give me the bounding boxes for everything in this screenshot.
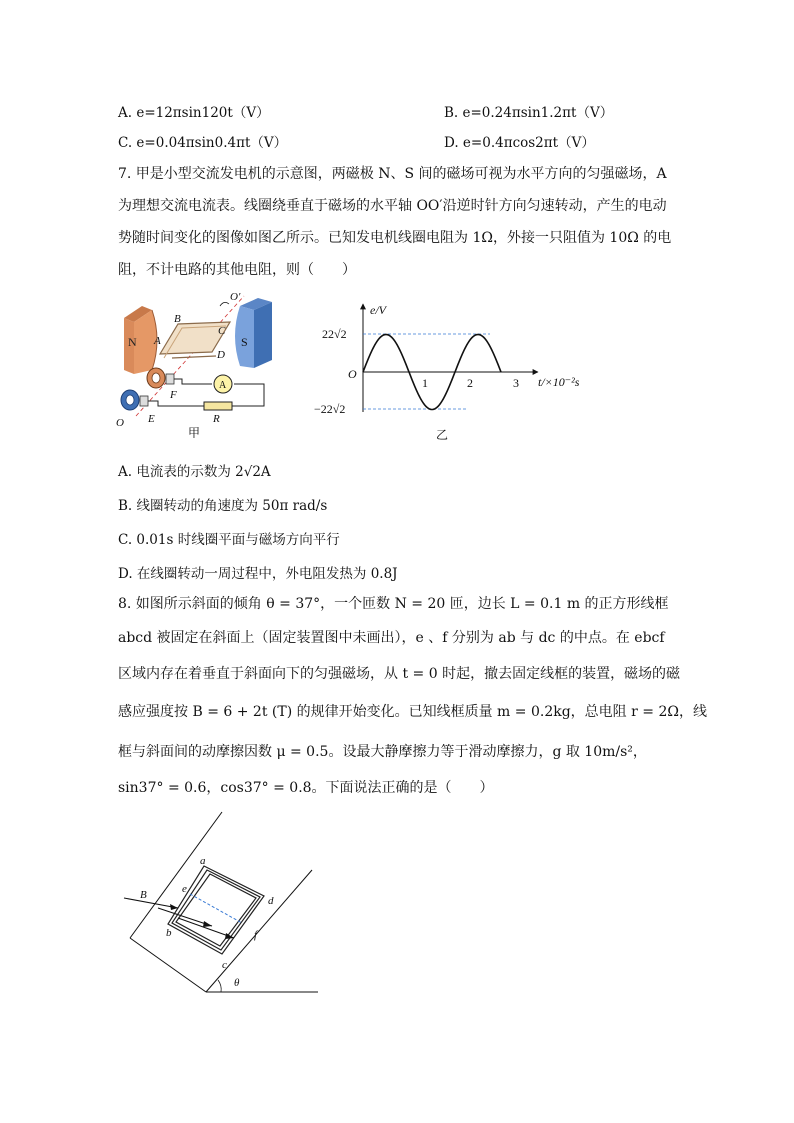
- label-R: R: [213, 413, 220, 425]
- q7-option-a: A. 电流表的示数为 2√2A: [118, 464, 271, 480]
- label-C: C: [218, 325, 226, 337]
- q8-stem-line-3: 区域内存在着垂直于斜面向下的匀强磁场，从 t = 0 时起，撤去固定线框的装置，磁场的磁: [118, 666, 681, 682]
- ammeter-label: A: [219, 380, 227, 391]
- q6-option-a: A. e=12πsin120t（V）: [118, 105, 270, 121]
- label-B: B: [174, 313, 181, 325]
- label-c: c: [222, 959, 227, 971]
- ymax-tick-label: 22√2: [322, 327, 347, 341]
- label-b: b: [166, 927, 172, 939]
- theta-label: θ: [234, 977, 240, 989]
- label-F: F: [170, 389, 177, 401]
- label-E: E: [148, 413, 155, 425]
- q7-option-b: B. 线圈转动的角速度为 50π rad/s: [118, 498, 328, 514]
- x-tick-3: 3: [513, 376, 519, 390]
- q7-stem-line-1: 7. 甲是小型交流发电机的示意图，两磁极 N、S 间的磁场可视为水平方向的匀强磁场，A: [118, 166, 667, 182]
- caption-yi: 乙: [436, 428, 449, 442]
- x-tick-2: 2: [467, 376, 473, 390]
- q8-stem-line-5: 框与斜面间的动摩擦因数 μ = 0.5。设最大静摩擦力等于滑动摩擦力，g 取 10m/s²，: [118, 744, 647, 760]
- svg-text:N: N: [128, 335, 137, 349]
- q8-stem-line-2: abcd 被固定在斜面上（固定装置图中未画出），e 、f 分别为 ab 与 dc 的中点。在 ebcf: [118, 630, 665, 646]
- y-axis-label: e/V: [370, 303, 386, 317]
- label-e: e: [182, 883, 187, 895]
- label-d: d: [268, 895, 274, 907]
- emf-time-chart: [312, 298, 602, 442]
- label-f: f: [254, 929, 258, 941]
- label-B-field: B: [140, 889, 147, 901]
- q8-stem-line-1: 8. 如图所示斜面的倾角 θ = 37°，一个匝数 N = 20 匝，边长 L = 0.1 m 的正方形线框: [118, 596, 669, 612]
- q7-stem-line-2: 为理想交流电流表。线圈绕垂直于磁场的水平轴 OO′沿逆时针方向匀速转动，产生的电动: [118, 198, 667, 214]
- label-O-prime: O′: [230, 291, 241, 303]
- q8-stem-line-6: sin37° = 0.6，cos37° = 0.8。下面说法正确的是（ ）: [118, 780, 494, 796]
- q8-stem-line-4: 感应强度按 B = 6 + 2t (T) 的规律开始变化。已知线框质量 m = 0.2kg，总电阻 r = 2Ω，线: [118, 704, 707, 720]
- label-A: A: [154, 335, 161, 347]
- q7-stem-line-4: 阻，不计电路的其他电阻，则（ ）: [118, 262, 356, 278]
- q7-option-c: C. 0.01s 时线圈平面与磁场方向平行: [118, 532, 340, 548]
- q6-option-c: C. e=0.04πsin0.4πt（V）: [118, 135, 288, 151]
- label-a: a: [200, 855, 206, 867]
- q6-option-b: B. e=0.24πsin1.2πt（V）: [444, 105, 614, 121]
- label-D: D: [217, 349, 225, 361]
- origin-label: O: [348, 367, 357, 381]
- q6-option-d: D. e=0.4πcos2πt（V）: [444, 135, 595, 151]
- incline-diagram: [118, 808, 328, 998]
- q7-stem-line-3: 势随时间变化的图像如图乙所示。已知发电机线圈电阻为 1Ω，外接一只阻值为 10Ω 的电: [118, 230, 672, 246]
- generator-diagram: [112, 288, 282, 438]
- label-O: O: [116, 417, 124, 429]
- caption-jia: 甲: [188, 426, 201, 438]
- x-tick-1: 1: [422, 376, 428, 390]
- svg-text:S: S: [241, 335, 248, 349]
- x-axis-label: t/×10⁻²s: [538, 375, 580, 389]
- ymin-tick-label: −22√2: [314, 402, 346, 416]
- q7-option-d: D. 在线圈转动一周过程中，外电阻发热为 0.8J: [118, 566, 398, 582]
